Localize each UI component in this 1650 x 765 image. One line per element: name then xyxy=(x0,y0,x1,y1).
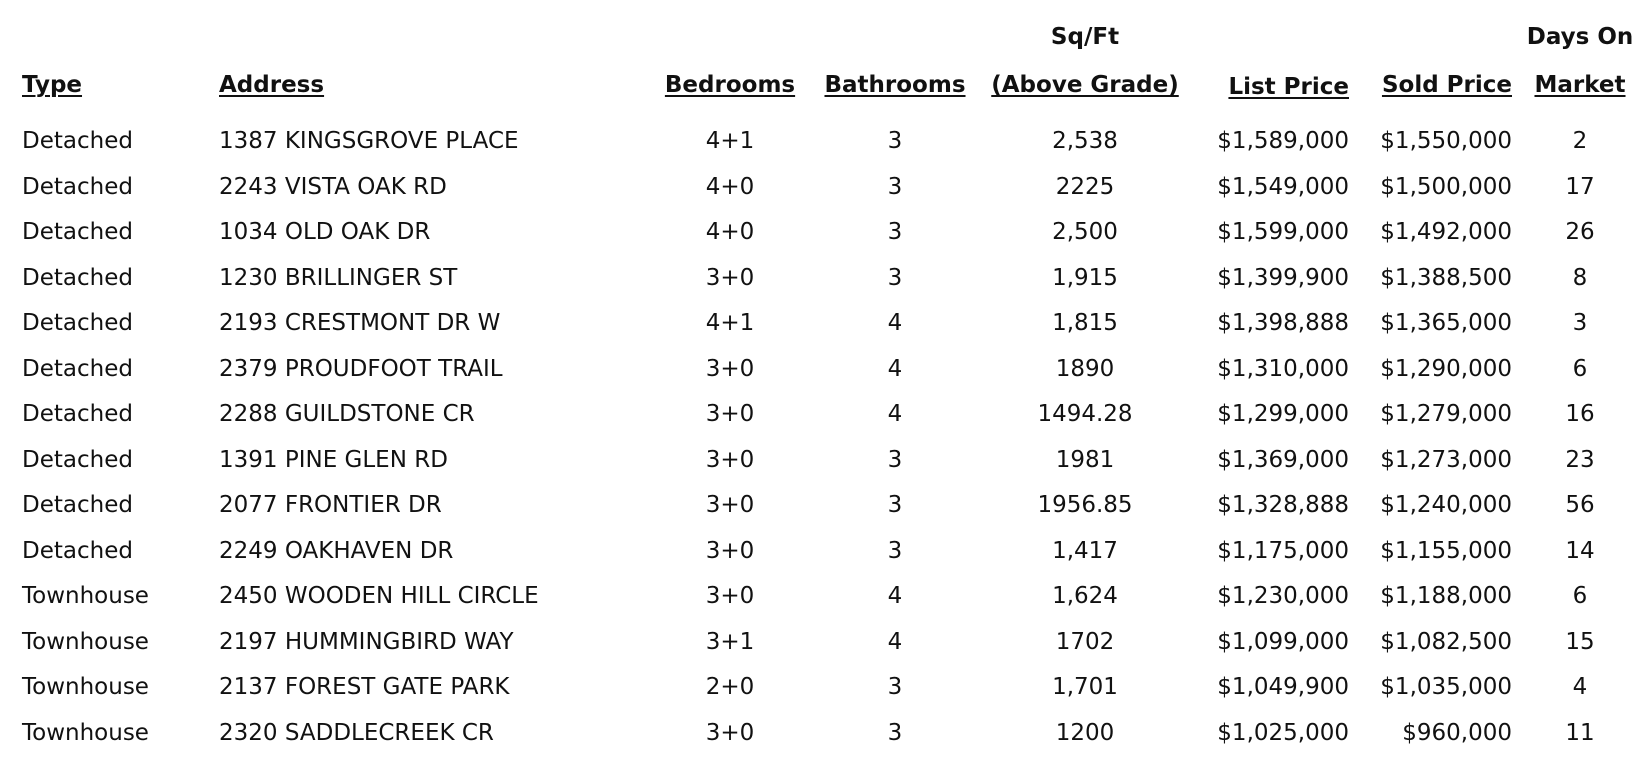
cell-sold-price: $1,240,000 xyxy=(1380,492,1512,518)
cell-list-price: $1,589,000 xyxy=(1217,128,1349,154)
cell-sold-price: $1,388,500 xyxy=(1380,264,1512,291)
cell-sqft: 1890 xyxy=(1055,355,1115,382)
cell-sold-price: $1,188,000 xyxy=(1380,583,1512,609)
cell-bedrooms: 3+1 xyxy=(705,628,755,655)
cell-bathrooms: 4 xyxy=(887,310,903,336)
cell-list-price: $1,175,000 xyxy=(1217,537,1349,564)
cell-days-on-market: 4 xyxy=(1572,674,1588,700)
cell-sold-price: $1,155,000 xyxy=(1380,537,1512,564)
cell-bedrooms: 3+0 xyxy=(705,537,755,564)
cell-bathrooms: 3 xyxy=(887,719,903,746)
cell-bathrooms: 4 xyxy=(887,355,903,382)
cell-bathrooms: 3 xyxy=(887,446,903,473)
cell-sqft: 1,815 xyxy=(1052,310,1118,336)
header-dom-top: Days On xyxy=(1526,24,1634,50)
cell-days-on-market: 8 xyxy=(1572,264,1588,291)
cell-sold-price: $1,500,000 xyxy=(1380,173,1512,200)
cell-bathrooms: 3 xyxy=(887,492,903,518)
cell-bathrooms: 3 xyxy=(887,537,903,564)
header-sold-price: Sold Price xyxy=(1381,72,1512,98)
cell-type: Detached xyxy=(22,128,133,154)
cell-days-on-market: 17 xyxy=(1565,173,1595,200)
cell-list-price: $1,025,000 xyxy=(1217,719,1349,746)
header-type: Type xyxy=(22,72,83,98)
cell-bathrooms: 3 xyxy=(887,219,903,245)
cell-address: 1387 KINGSGROVE PLACE xyxy=(219,128,519,154)
cell-sold-price: $1,035,000 xyxy=(1380,674,1512,700)
cell-list-price: $1,399,900 xyxy=(1217,264,1349,291)
cell-address: 2379 PROUDFOOT TRAIL xyxy=(219,355,503,382)
cell-address: 2243 VISTA OAK RD xyxy=(219,173,447,200)
cell-sqft: 1702 xyxy=(1055,628,1115,655)
cell-address: 2320 SADDLECREEK CR xyxy=(219,719,494,746)
header-sqft-top: Sq/Ft xyxy=(1050,24,1120,50)
cell-sold-price: $1,290,000 xyxy=(1380,355,1512,382)
cell-days-on-market: 23 xyxy=(1565,446,1595,473)
header-list-price: List Price xyxy=(1228,74,1349,100)
cell-type: Detached xyxy=(22,310,133,336)
cell-days-on-market: 3 xyxy=(1572,310,1588,336)
cell-address: 2450 WOODEN HILL CIRCLE xyxy=(219,583,539,609)
cell-days-on-market: 6 xyxy=(1572,583,1588,609)
cell-type: Detached xyxy=(22,401,133,427)
cell-type: Detached xyxy=(22,173,133,200)
cell-sold-price: $1,365,000 xyxy=(1380,310,1512,336)
cell-address: 1034 OLD OAK DR xyxy=(219,219,431,245)
cell-sqft: 1956.85 xyxy=(1037,492,1133,518)
cell-bedrooms: 2+0 xyxy=(705,674,755,700)
cell-days-on-market: 11 xyxy=(1565,719,1595,746)
cell-sold-price: $960,000 xyxy=(1402,719,1512,746)
cell-bedrooms: 3+0 xyxy=(705,355,755,382)
cell-type: Townhouse xyxy=(22,719,149,746)
cell-bedrooms: 3+0 xyxy=(705,401,755,427)
cell-list-price: $1,398,888 xyxy=(1217,310,1349,336)
cell-sqft: 2225 xyxy=(1055,173,1115,200)
cell-address: 2137 FOREST GATE PARK xyxy=(219,674,510,700)
cell-list-price: $1,299,000 xyxy=(1217,401,1349,427)
cell-bathrooms: 4 xyxy=(887,401,903,427)
cell-sqft: 1200 xyxy=(1055,719,1115,746)
cell-address: 1391 PINE GLEN RD xyxy=(219,446,448,473)
cell-bedrooms: 3+0 xyxy=(705,446,755,473)
cell-sold-price: $1,082,500 xyxy=(1380,628,1512,655)
cell-address: 2197 HUMMINGBIRD WAY xyxy=(219,628,514,655)
cell-address: 2249 OAKHAVEN DR xyxy=(219,537,454,564)
cell-list-price: $1,049,900 xyxy=(1217,674,1349,700)
cell-list-price: $1,230,000 xyxy=(1217,583,1349,609)
cell-type: Townhouse xyxy=(22,674,149,700)
cell-bathrooms: 3 xyxy=(887,173,903,200)
cell-type: Detached xyxy=(22,537,133,564)
cell-type: Detached xyxy=(22,492,133,518)
header-bedrooms: Bedrooms xyxy=(664,72,796,98)
cell-list-price: $1,369,000 xyxy=(1217,446,1349,473)
cell-sold-price: $1,279,000 xyxy=(1380,401,1512,427)
cell-bathrooms: 3 xyxy=(887,128,903,154)
cell-type: Detached xyxy=(22,219,133,245)
cell-type: Detached xyxy=(22,446,133,473)
cell-bathrooms: 3 xyxy=(887,674,903,700)
cell-bedrooms: 3+0 xyxy=(705,583,755,609)
cell-address: 2193 CRESTMONT DR W xyxy=(219,310,501,336)
cell-sqft: 1494.28 xyxy=(1037,401,1133,427)
cell-bedrooms: 3+0 xyxy=(705,264,755,291)
cell-sqft: 1,915 xyxy=(1052,264,1118,291)
cell-address: 1230 BRILLINGER ST xyxy=(219,264,458,291)
cell-sqft: 1,417 xyxy=(1052,537,1118,564)
cell-days-on-market: 14 xyxy=(1565,537,1595,564)
cell-sold-price: $1,550,000 xyxy=(1380,128,1512,154)
cell-bathrooms: 4 xyxy=(887,583,903,609)
cell-list-price: $1,099,000 xyxy=(1217,628,1349,655)
cell-sqft: 1981 xyxy=(1055,446,1115,473)
cell-list-price: $1,310,000 xyxy=(1217,355,1349,382)
cell-bedrooms: 4+1 xyxy=(705,128,755,154)
cell-sqft: 1,624 xyxy=(1052,583,1118,609)
cell-type: Townhouse xyxy=(22,583,149,609)
cell-bedrooms: 4+0 xyxy=(705,219,755,245)
cell-sqft: 2,500 xyxy=(1052,219,1118,245)
cell-days-on-market: 15 xyxy=(1565,628,1595,655)
cell-bedrooms: 4+1 xyxy=(705,310,755,336)
cell-list-price: $1,599,000 xyxy=(1217,219,1349,245)
cell-days-on-market: 56 xyxy=(1565,492,1595,518)
cell-address: 2288 GUILDSTONE CR xyxy=(219,401,475,427)
cell-sqft: 2,538 xyxy=(1052,128,1118,154)
header-address: Address xyxy=(219,72,325,98)
cell-list-price: $1,328,888 xyxy=(1217,492,1349,518)
cell-type: Detached xyxy=(22,355,133,382)
cell-sold-price: $1,492,000 xyxy=(1380,219,1512,245)
cell-sqft: 1,701 xyxy=(1052,674,1118,700)
cell-list-price: $1,549,000 xyxy=(1217,173,1349,200)
cell-bedrooms: 4+0 xyxy=(705,173,755,200)
cell-type: Detached xyxy=(22,264,133,291)
cell-bathrooms: 3 xyxy=(887,264,903,291)
header-bathrooms: Bathrooms xyxy=(824,72,966,98)
cell-days-on-market: 26 xyxy=(1565,219,1595,245)
cell-sold-price: $1,273,000 xyxy=(1380,446,1512,473)
cell-address: 2077 FRONTIER DR xyxy=(219,492,442,518)
cell-days-on-market: 6 xyxy=(1572,355,1588,382)
cell-bathrooms: 4 xyxy=(887,628,903,655)
header-dom-bottom: Market xyxy=(1534,72,1626,98)
header-sqft-bottom: (Above Grade) xyxy=(991,72,1179,98)
cell-type: Townhouse xyxy=(22,628,149,655)
cell-days-on-market: 16 xyxy=(1565,401,1595,427)
cell-days-on-market: 2 xyxy=(1572,128,1588,154)
cell-bedrooms: 3+0 xyxy=(705,492,755,518)
cell-bedrooms: 3+0 xyxy=(705,719,755,746)
